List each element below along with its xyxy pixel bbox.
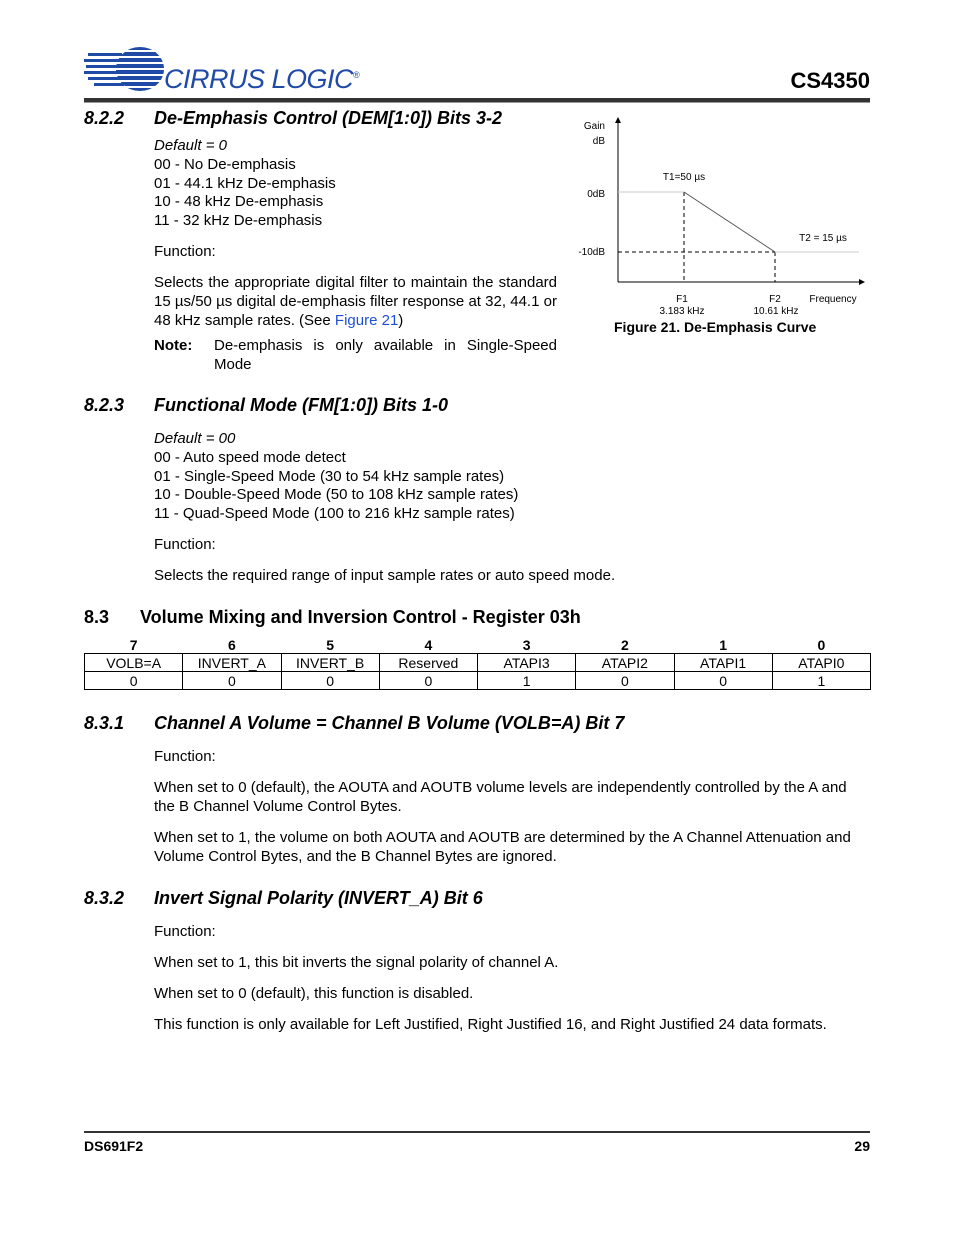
x-tick-sublabel-f1: 3.183 kHz [659,306,705,317]
option-822-10: 10 - 48 kHz De-emphasis [154,193,324,210]
bit-7-default: 0 [85,672,183,690]
figure-21-link[interactable]: Figure 21 [334,312,399,329]
part-number: CS4350 [790,68,870,93]
bit-2-header: 2 [620,636,629,653]
section-heading-822: 8.2.2 De-Emphasis Control (DEM[1:0]) Bits 3-2 [84,108,503,128]
footer-rule [84,1131,870,1133]
bit-0-name: ATAPI0 [772,654,870,672]
de-emphasis-chart [565,112,865,322]
bit-number-row [85,636,871,654]
cirrus-logic-logo-icon [84,44,164,94]
y-axis-label-line1: Gain [583,121,605,132]
bit-7-name: VOLB=A [85,654,183,672]
bit-4-name: Reserved [379,654,477,672]
paragraph-832-2: When set to 0 (default), this function is disabled. [154,985,474,1002]
y-tick-label-0db: 0dB [587,189,605,200]
bit-2-name: ATAPI2 [576,654,674,672]
function-label-823: Function: [154,536,216,553]
bit-3-name: ATAPI3 [478,654,576,672]
y-tick-label-minus10db: -10dB [578,247,605,258]
bit-3-header: 3 [522,636,531,653]
x-tick-label-f1: F1 [676,294,688,305]
bit-4-default: 0 [379,672,477,690]
t2-annotation: T2 = 15 µs [799,233,847,244]
default-value-822: Default = 0 [154,137,227,154]
function-label-832: Function: [154,923,216,940]
bit-0-header: 0 [817,636,826,653]
header-rule [84,98,870,103]
option-823-01: 01 - Single-Speed Mode (30 to 54 kHz sample rates) [154,468,505,485]
bit-6-header: 6 [227,636,236,653]
bit-6-default: 0 [183,672,281,690]
bit-5-header: 5 [326,636,335,653]
t1-annotation: T1=50 µs [662,172,706,183]
bit-3-default: 1 [478,672,576,690]
option-822-00: 00 - No De-emphasis [154,156,296,173]
x-tick-sublabel-f2: 10.61 kHz [753,306,799,317]
section-heading-832: 8.3.2 Invert Signal Polarity (INVERT_A) Bit 6 [84,888,483,908]
function-label-822: Function: [154,243,216,260]
bit-7-header: 7 [129,636,138,653]
bit-default-row [85,672,871,690]
paragraph-832-1: When set to 1, this bit inverts the signal polarity of channel A. [154,954,559,971]
option-823-00: 00 - Auto speed mode detect [154,449,346,466]
bit-1-default: 0 [674,672,772,690]
section-heading-823: 8.2.3 Functional Mode (FM[1:0]) Bits 1-0 [84,395,448,415]
register-03h-table [84,636,871,690]
bit-6-name: INVERT_A [183,654,281,672]
company-logo-text: CIRRUS LOGIC® [164,64,360,94]
description-822: Selects the appropriate digital filter to maintain the standard 15 µs/50 µs digital de-emphasis filter response at 32, 44.1 or 48 kHz sample rates. (See Figure 21) [154,274,557,329]
bit-4-header: 4 [424,636,433,653]
document-id: DS691F2 [84,1138,144,1154]
x-tick-label-f2: F2 [769,294,781,305]
bit-5-default: 0 [281,672,379,690]
rolloff-curve [684,192,775,252]
default-value-823: Default = 00 [154,430,236,447]
bit-name-row [85,654,871,672]
bit-2-default: 0 [576,672,674,690]
figure-21-caption: Figure 21. De-Emphasis Curve [614,319,817,335]
option-823-11: 11 - Quad-Speed Mode (100 to 216 kHz sample rates) [154,505,515,522]
paragraph-831-2: When set to 1, the volume on both AOUTA and AOUTB are determined by the A Channel Attenuation and Volume Control Bytes, and the B Channel Bytes are ignored. [154,829,851,865]
note-822: Note: De-emphasis is only available in Single-Speed Mode [154,337,557,373]
x-axis-label: Frequency [809,294,857,305]
option-823-10: 10 - Double-Speed Mode (50 to 108 kHz sample rates) [154,486,519,503]
bit-5-name: INVERT_B [281,654,379,672]
function-label-831: Function: [154,748,216,765]
page-number: 29 [854,1138,870,1154]
bit-0-default: 1 [772,672,870,690]
bit-1-header: 1 [719,636,728,653]
bit-1-name: ATAPI1 [674,654,772,672]
section-heading-831: 8.3.1 Channel A Volume = Channel B Volume (VOLB=A) Bit 7 [84,713,625,733]
paragraph-832-3: This function is only available for Left Justified, Right Justified 16, and Right Justified 24 data formats. [154,1016,827,1033]
y-axis-label-line2: dB [592,136,605,147]
option-822-11: 11 - 32 kHz De-emphasis [154,212,323,229]
description-823: Selects the required range of input sample rates or auto speed mode. [154,567,616,584]
section-heading-83: 8.3 Volume Mixing and Inversion Control - Register 03h [84,607,581,627]
option-822-01: 01 - 44.1 kHz De-emphasis [154,175,336,192]
paragraph-831-1: When set to 0 (default), the AOUTA and AOUTB volume levels are independently controlled by the A and the B Channel Volume Control Bytes. [154,779,847,815]
